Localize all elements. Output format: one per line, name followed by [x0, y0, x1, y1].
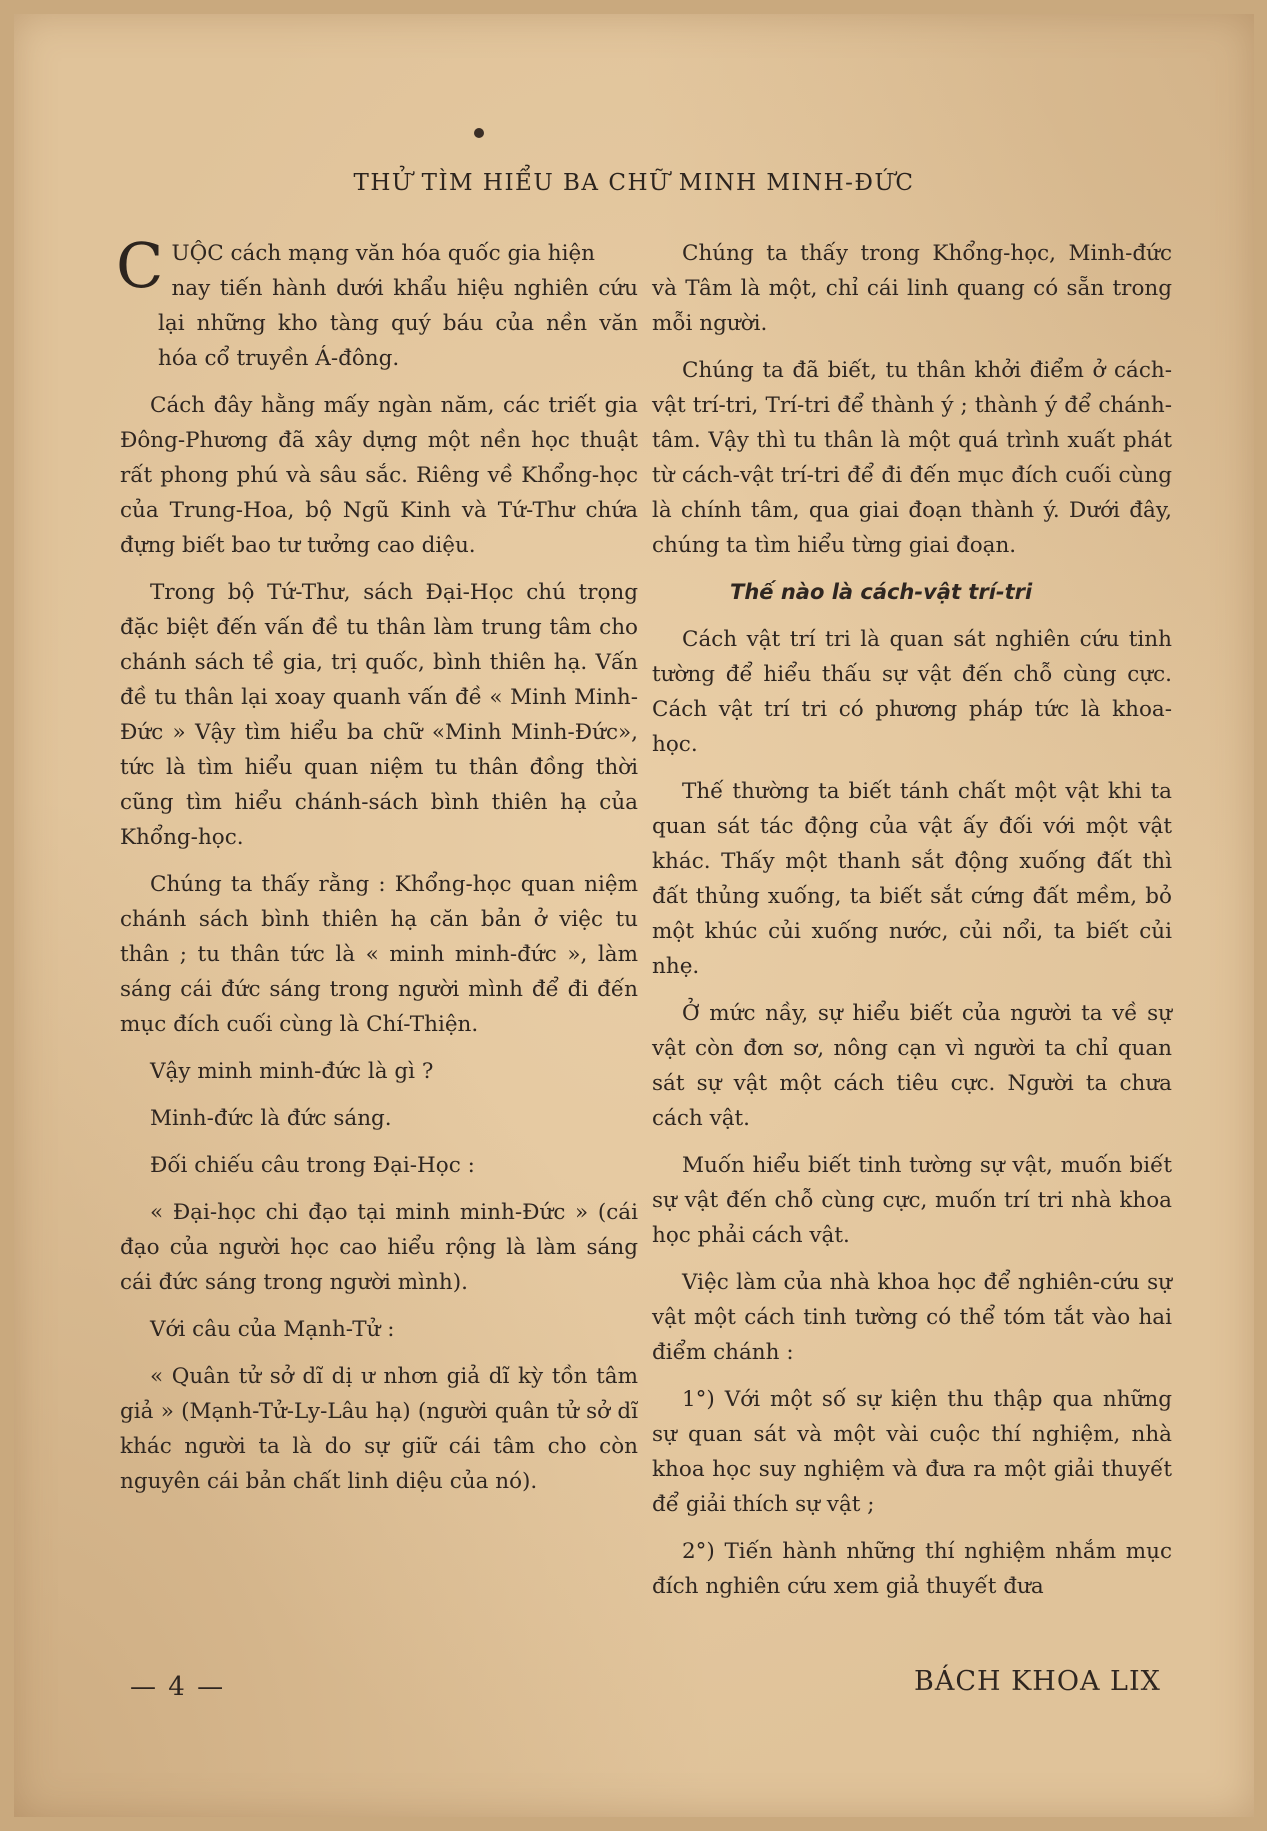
paragraph: Ở mức nầy, sự hiểu biết của người ta về sự vật còn đơn sơ, nông cạn vì người ta chỉ quan sát sự vật một cách tiêu cực. Người ta chưa cách vật.: [652, 1001, 1172, 1131]
paragraph: « Quân tử sở dĩ dị ư nhơn giả dĩ kỳ tồn tâm giả » (Mạnh-Tử-Ly-Lâu hạ) (người quân tử sở dĩ khác người ta là do sự giữ cái tâm cho còn nguyên cái bản chất linh diệu của nó).: [120, 1364, 638, 1494]
paragraph: Đối chiếu câu trong Đại-Học :: [150, 1153, 475, 1178]
paragraph: Chúng ta đã biết, tu thân khởi điểm ở cách-vật trí-tri, Trí-tri để thành ý ; thành ý để chánh-tâm. Vậy thì tu thân là một quá trình xuất phát từ cách-vật trí-tri để đi đến mục đích cuối cùng là chính tâm, qua giai đoạn thành ý. Dưới đây, chúng ta tìm hiểu từng giai đoạn.: [652, 358, 1172, 558]
magazine-page: [14, 14, 1254, 1817]
right-column: [652, 236, 1172, 1616]
paragraph: Vậy minh minh-đức là gì ?: [150, 1059, 434, 1084]
paragraph: Chúng ta thấy trong Khổng-học, Minh-đức và Tâm là một, chỉ cái linh quang có sẵn trong mỗi người.: [652, 241, 1172, 336]
paragraph: 2°) Tiến hành những thí nghiệm nhắm mục đích nghiên cứu xem giả thuyết đưa: [652, 1539, 1172, 1599]
paragraph: Việc làm của nhà khoa học để nghiên-cứu sự vật một cách tinh tường có thể tóm tắt vào hai điểm chánh :: [652, 1270, 1172, 1365]
lead-paragraph: [116, 229, 638, 376]
paragraph: Trong bộ Tứ-Thư, sách Đại-Học chú trọng đặc biệt đến vấn đề tu thân làm trung tâm cho chánh sách tề gia, trị quốc, bình thiên hạ. Vấn đề tu thân lại xoay quanh vấn đề « Minh Minh-Đức » Vậy tìm hiểu ba chữ «Minh Minh-Đức», tức là tìm hiểu quan niệm tu thân đồng thời cũng tìm hiểu chánh-sách bình thiên hạ của Khổng-học.: [120, 580, 638, 850]
section-subheading: Thế nào là cách-vật trí-tri: [730, 580, 1033, 604]
paragraph: Thế thường ta biết tánh chất một vật khi ta quan sát tác động của vật ấy đối với một vật khác. Thấy một thanh sắt động xuống đất thì đất thủng xuống, ta biết sắt cứng đất mềm, bỏ một khúc củi xuống nước, củi nổi, ta biết củi nhẹ.: [652, 779, 1172, 979]
left-column: [116, 229, 638, 1511]
paragraph: « Đại-học chi đạo tại minh minh-Đức » (cái đạo của người học cao hiểu rộng là làm sáng cái đức sáng trong người mình).: [120, 1200, 638, 1295]
paragraph: 1°) Với một số sự kiện thu thập qua những sự quan sát và một vài cuộc thí nghiệm, nhà khoa học suy nghiệm và đưa ra một giải thuyết để giải thích sự vật ;: [652, 1387, 1172, 1517]
page-number: — 4 —: [130, 1672, 226, 1702]
drop-cap: C: [116, 229, 164, 302]
article-title: THỬ TÌM HIỂU BA CHỮ MINH MINH-ĐỨC: [353, 170, 915, 196]
lead-rest: nay tiến hành dưới khẩu hiệu nghiên cứu lại những kho tàng quý báu của nền văn hóa cổ truyền Á-đông.: [158, 276, 638, 371]
lead-first-line: UỘC cách mạng văn hóa quốc gia hiện: [171, 241, 596, 266]
ornament-dot: [474, 128, 484, 138]
paragraph: Muốn hiểu biết tinh tường sự vật, muốn biết sự vật đến chỗ cùng cực, muốn trí tri nhà khoa học phải cách vật.: [652, 1153, 1172, 1248]
paragraph: Với câu của Mạnh-Tử :: [150, 1317, 395, 1342]
paragraph: Chúng ta thấy rằng : Khổng-học quan niệm chánh sách bình thiên hạ căn bản ở việc tu thân ; tu thân tức là « minh minh-đức », làm sáng cái đức sáng trong người mình để đi đến mục đích cuối cùng là Chí-Thiện.: [120, 872, 638, 1037]
magazine-name: BÁCH KHOA LIX: [914, 1666, 1161, 1697]
paragraph: Cách vật trí tri là quan sát nghiên cứu tinh tường để hiểu thấu sự vật đến chỗ cùng cực. Cách vật trí tri có phương pháp tức là khoa-học.: [652, 627, 1172, 757]
paragraph: Cách đây hằng mấy ngàn năm, các triết gia Đông-Phương đã xây dựng một nền học thuật rất phong phú và sâu sắc. Riêng về Khổng-học của Trung-Hoa, bộ Ngũ Kinh và Tứ-Thư chứa đựng biết bao tư tưởng cao diệu.: [120, 393, 638, 558]
paragraph: Minh-đức là đức sáng.: [150, 1106, 392, 1131]
